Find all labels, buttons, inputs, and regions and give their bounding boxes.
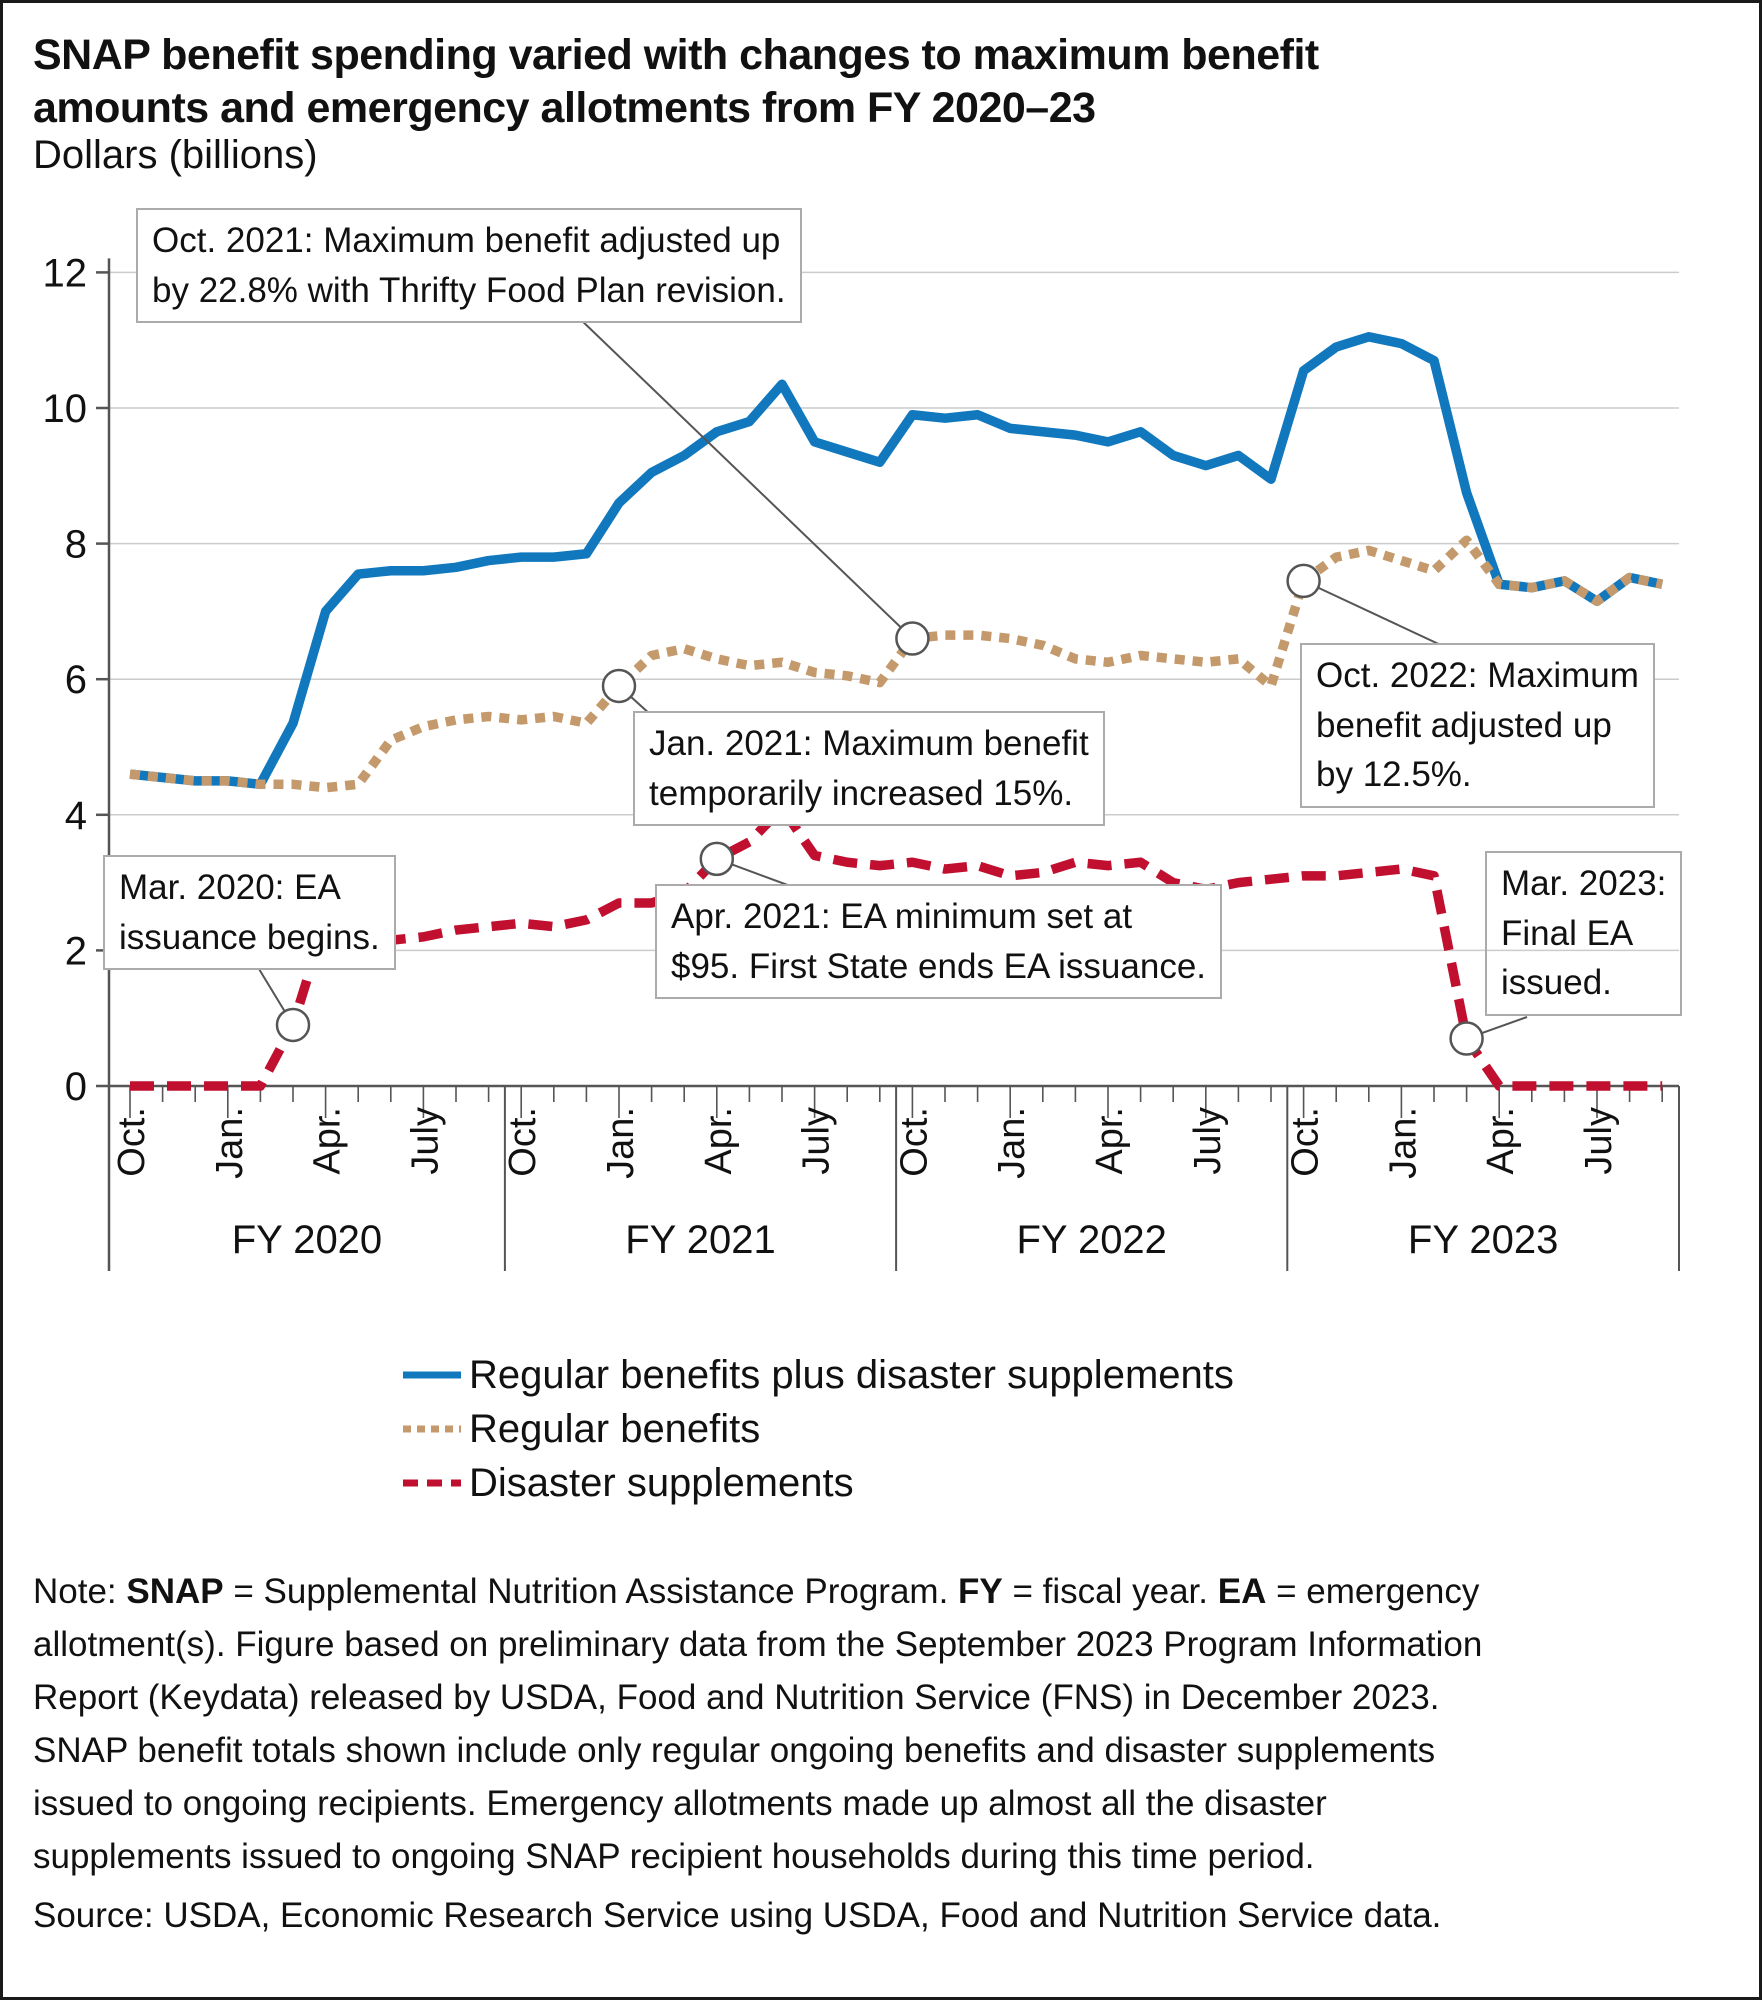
note-line-6 <box>33 1830 1739 1883</box>
note-run: = Supplemental Nutrition Assistance Program. <box>223 1572 959 1611</box>
x-tick-label-jan-39: Jan. <box>1382 1107 1425 1179</box>
annotation-oct-2022-line-1: Oct. 2022: Maximum <box>1316 656 1639 695</box>
fy-label-fy-2022: FY 2022 <box>1016 1218 1167 1262</box>
x-tick-label-july-45: July <box>1578 1107 1620 1175</box>
annotation-oct-2021-line-1: Oct. 2021: Maximum benefit adjusted up <box>152 221 781 260</box>
source-text: Source: USDA, Economic Research Service using USDA, Food and Nutrition Service data. <box>33 1896 1442 1935</box>
note-run: supplements issued to ongoing SNAP recipient households during this time period. <box>33 1837 1315 1877</box>
note-abbreviation: EA <box>1217 1572 1267 1611</box>
annotation-mar-2020 <box>103 855 396 970</box>
annotation-jan-2021-line-2: temporarily increased 15%. <box>649 773 1074 813</box>
annotation-oct-2022-line-2: benefit adjusted up <box>1316 705 1612 745</box>
x-tick-label-jan-27: Jan. <box>991 1107 1034 1179</box>
chart-title-line-2: amounts and emergency allotments from FY 2020–23 <box>33 84 1096 133</box>
chart-title-line-1: SNAP benefit spending varied with changes to maximum benefit <box>33 31 1319 79</box>
note-run: Report (Keydata) released by USDA, Food and Nutrition Service (FNS) in December 2023. <box>33 1678 1440 1718</box>
x-tick-label-apr-30: Apr. <box>1089 1107 1131 1175</box>
y-tick-label-10: 10 <box>42 387 87 431</box>
note-run: = fiscal year. <box>1002 1572 1218 1611</box>
annotation-mar-2023-line-1: Mar. 2023: <box>1501 864 1667 903</box>
x-tick-label-july-9: July <box>404 1107 447 1175</box>
note-line-5 <box>33 1777 1739 1830</box>
legend-label: Disaster supplements <box>469 1460 854 1505</box>
annotation-marker-apr-2021 <box>701 843 733 875</box>
annotation-mar-2023 <box>1485 851 1682 1016</box>
note-run: issued to ongoing recipients. Emergency allotments made up almost all the disaster <box>33 1784 1327 1824</box>
annotation-marker-mar-2020 <box>277 1009 309 1041</box>
y-tick-label-6: 6 <box>64 658 87 703</box>
annotation-leader-oct-2021 <box>578 317 912 639</box>
annotation-oct-2021-line-2: by 22.8% with Thrifty Food Plan revision. <box>152 270 786 310</box>
x-tick-label-july-21: July <box>795 1107 838 1175</box>
legend-item-total <box>401 1348 1234 1402</box>
annotation-mar-2023-line-2: Final EA <box>1501 913 1634 953</box>
y-tick-label-0: 0 <box>64 1065 87 1109</box>
note-run: allotment(s). Figure based on preliminary data from the September 2023 Program Information <box>33 1625 1483 1665</box>
x-tick-label-oct-12: Oct. <box>502 1107 545 1177</box>
x-tick-label-apr-18: Apr. <box>697 1107 740 1175</box>
chart-title <box>33 29 1319 136</box>
note-run: SNAP benefit totals shown include only regular ongoing benefits and disaster supplements <box>33 1731 1436 1771</box>
fy-label-fy-2020: FY 2020 <box>231 1218 383 1262</box>
legend-swatch-dotted-line-icon <box>401 1421 463 1437</box>
annotation-marker-oct-2021 <box>896 623 928 655</box>
x-tick-label-jan-3: Jan. <box>208 1107 251 1179</box>
annotation-marker-jan-2021 <box>603 670 635 702</box>
x-tick-label-july-33: July <box>1186 1107 1229 1175</box>
annotation-mar-2020-line-2: issuance begins. <box>119 917 380 957</box>
note-abbreviation: FY <box>958 1572 1003 1611</box>
annotation-mar-2020-line-1: Mar. 2020: EA <box>119 868 341 907</box>
x-tick-label-apr-6: Apr. <box>306 1107 349 1175</box>
annotation-jan-2021 <box>633 711 1105 826</box>
annotation-mar-2023-line-3: issued. <box>1501 963 1612 1003</box>
legend-swatch-dashed-line-icon <box>401 1475 463 1491</box>
legend-item-disaster <box>401 1456 1234 1510</box>
fy-label-fy-2021: FY 2021 <box>625 1218 776 1262</box>
y-tick-label-2: 2 <box>64 929 87 974</box>
x-tick-label-oct-36: Oct. <box>1284 1107 1327 1177</box>
x-tick-label-oct-24: Oct. <box>893 1107 936 1177</box>
legend-label: Regular benefits <box>469 1406 761 1451</box>
fy-label-fy-2023: FY 2023 <box>1407 1218 1559 1262</box>
annotation-oct-2022 <box>1300 643 1655 808</box>
note-line-2 <box>33 1618 1739 1671</box>
y-axis-title: Dollars (billions) <box>33 133 318 177</box>
note-line-3 <box>33 1671 1739 1724</box>
annotation-marker-oct-2022 <box>1288 565 1320 597</box>
annotation-jan-2021-line-1: Jan. 2021: Maximum benefit <box>649 724 1089 763</box>
y-tick-label-8: 8 <box>64 522 87 567</box>
annotation-apr-2021 <box>655 884 1222 999</box>
annotation-oct-2022-line-3: by 12.5%. <box>1316 755 1472 795</box>
y-tick-label-4: 4 <box>64 793 87 838</box>
annotation-oct-2021 <box>136 208 802 323</box>
legend-swatch-solid-line-icon <box>401 1367 463 1383</box>
y-tick-label-12: 12 <box>42 251 87 296</box>
legend-label: Regular benefits plus disaster supplements <box>469 1352 1234 1397</box>
annotation-apr-2021-line-1: Apr. 2021: EA minimum set at <box>671 897 1133 936</box>
note-line-4 <box>33 1724 1739 1777</box>
note-run: Note: <box>33 1572 127 1611</box>
note-text <box>33 1565 1739 1883</box>
annotation-leader-oct-2022 <box>1304 581 1445 647</box>
legend <box>401 1348 1234 1510</box>
legend-item-regular <box>401 1402 1234 1456</box>
x-tick-label-oct-0: Oct. <box>111 1107 153 1177</box>
note-line-1 <box>33 1565 1739 1618</box>
x-tick-label-apr-42: Apr. <box>1480 1107 1523 1175</box>
annotation-marker-mar-2023 <box>1451 1023 1483 1055</box>
annotation-apr-2021-line-2: $95. First State ends EA issuance. <box>671 946 1207 986</box>
note-run: = emergency <box>1266 1572 1480 1611</box>
x-tick-label-jan-15: Jan. <box>600 1107 642 1179</box>
note-abbreviation: SNAP <box>126 1572 224 1611</box>
